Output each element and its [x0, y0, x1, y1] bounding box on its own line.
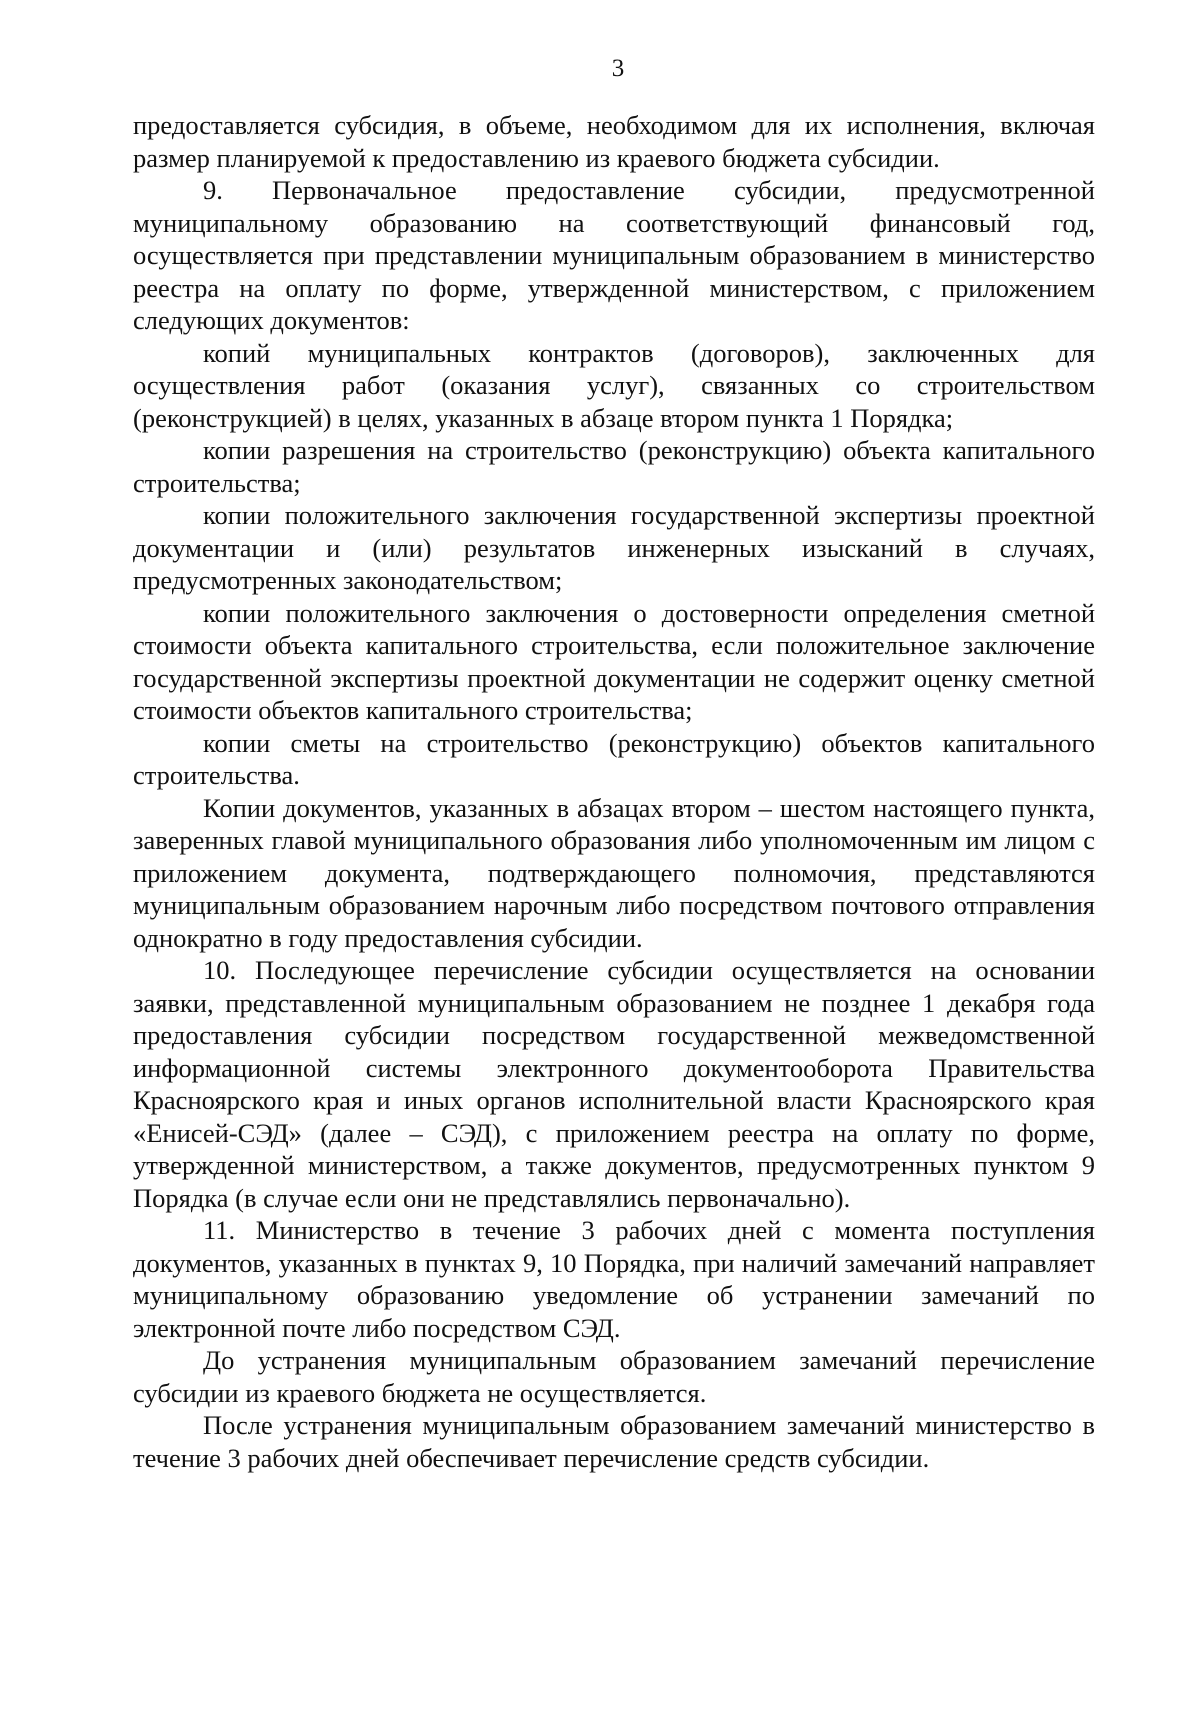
paragraph-item-9: 9. Первоначальное предоставление субсидии, предусмотренной муниципальному образованию на соответствующий финансовый год, осуществляется при представлении муниципальным образованием в министерство реестра на оплату по форме, утвержденной министерством, с приложением следующих документов:	[133, 175, 1095, 335]
document-body	[133, 109, 1095, 1474]
paragraph-estimate-conclusion-copies: копии положительного заключения о достоверности определения сметной стоимости объекта капитального строительства, если положительное заключение государственной экспертизы проектной документации не содержит оценку сметной стоимости объектов капитального строительства;	[133, 597, 1095, 725]
paragraph-item-11: 11. Министерство в течение 3 рабочих дней с момента поступления документов, указанных в пунктах 9, 10 Порядка, при наличий замечаний направляет муниципальному образованию уведомление об устранении замечаний по электронной почте либо посредством СЭД.	[133, 1215, 1095, 1343]
paragraph-continuation: предоставляется субсидия, в объеме, необходимом для их исполнения, включая размер планируемой к предоставлению из краевого бюджета субсидии.	[133, 110, 1095, 173]
paragraph-after-remarks: После устранения муниципальным образованием замечаний министерство в течение 3 рабочих дней обеспечивает перечисление средств субсидии.	[133, 1410, 1095, 1473]
paragraph-permit-copies: копии разрешения на строительство (реконструкцию) объекта капитального строительства;	[133, 435, 1095, 498]
paragraph-item-10: 10. Последующее перечисление субсидии осуществляется на основании заявки, представленной муниципальным образованием не позднее 1 декабря года предоставления субсидии посредством государственной межведомственной информационной системы электронного документооборота Правительства Красноярского края и иных органов исполнительной власти Красноярского края «Енисей-СЭД» (далее – СЭД), с приложением реестра на оплату по форме, утвержденной министерством, а также документов, предусмотренных пунктом 9 Порядка (в случае если они не представлялись первоначально).	[133, 955, 1095, 1213]
paragraph-contracts-copies: копий муниципальных контрактов (договоров), заключенных для осуществления работ (оказания услуг), связанных со строительством (реконструкцией) в целях, указанных в абзаце втором пункта 1 Порядка;	[133, 337, 1095, 433]
paragraph-estimate-copies: копии сметы на строительство (реконструкцию) объектов капитального строительства.	[133, 727, 1095, 790]
paragraph-remarks-not-transferred: До устранения муниципальным образованием замечаний перечисление субсидии из краевого бюджета не осуществляется.	[133, 1345, 1095, 1408]
paragraph-expertise-copies: копии положительного заключения государственной экспертизы проектной документации и (или) результатов инженерных изысканий в случаях, предусмотренных законодательством;	[133, 500, 1095, 595]
page-number: 3	[611, 55, 625, 82]
paragraph-copies-certification: Копии документов, указанных в абзацах втором – шестом настоящего пункта, заверенных главой муниципального образования либо уполномоченным им лицом с приложением документа, подтверждающего полномочия, представляются муниципальным образованием нарочным либо посредством почтового отправления однократно в году предоставления субсидии.	[133, 792, 1095, 953]
